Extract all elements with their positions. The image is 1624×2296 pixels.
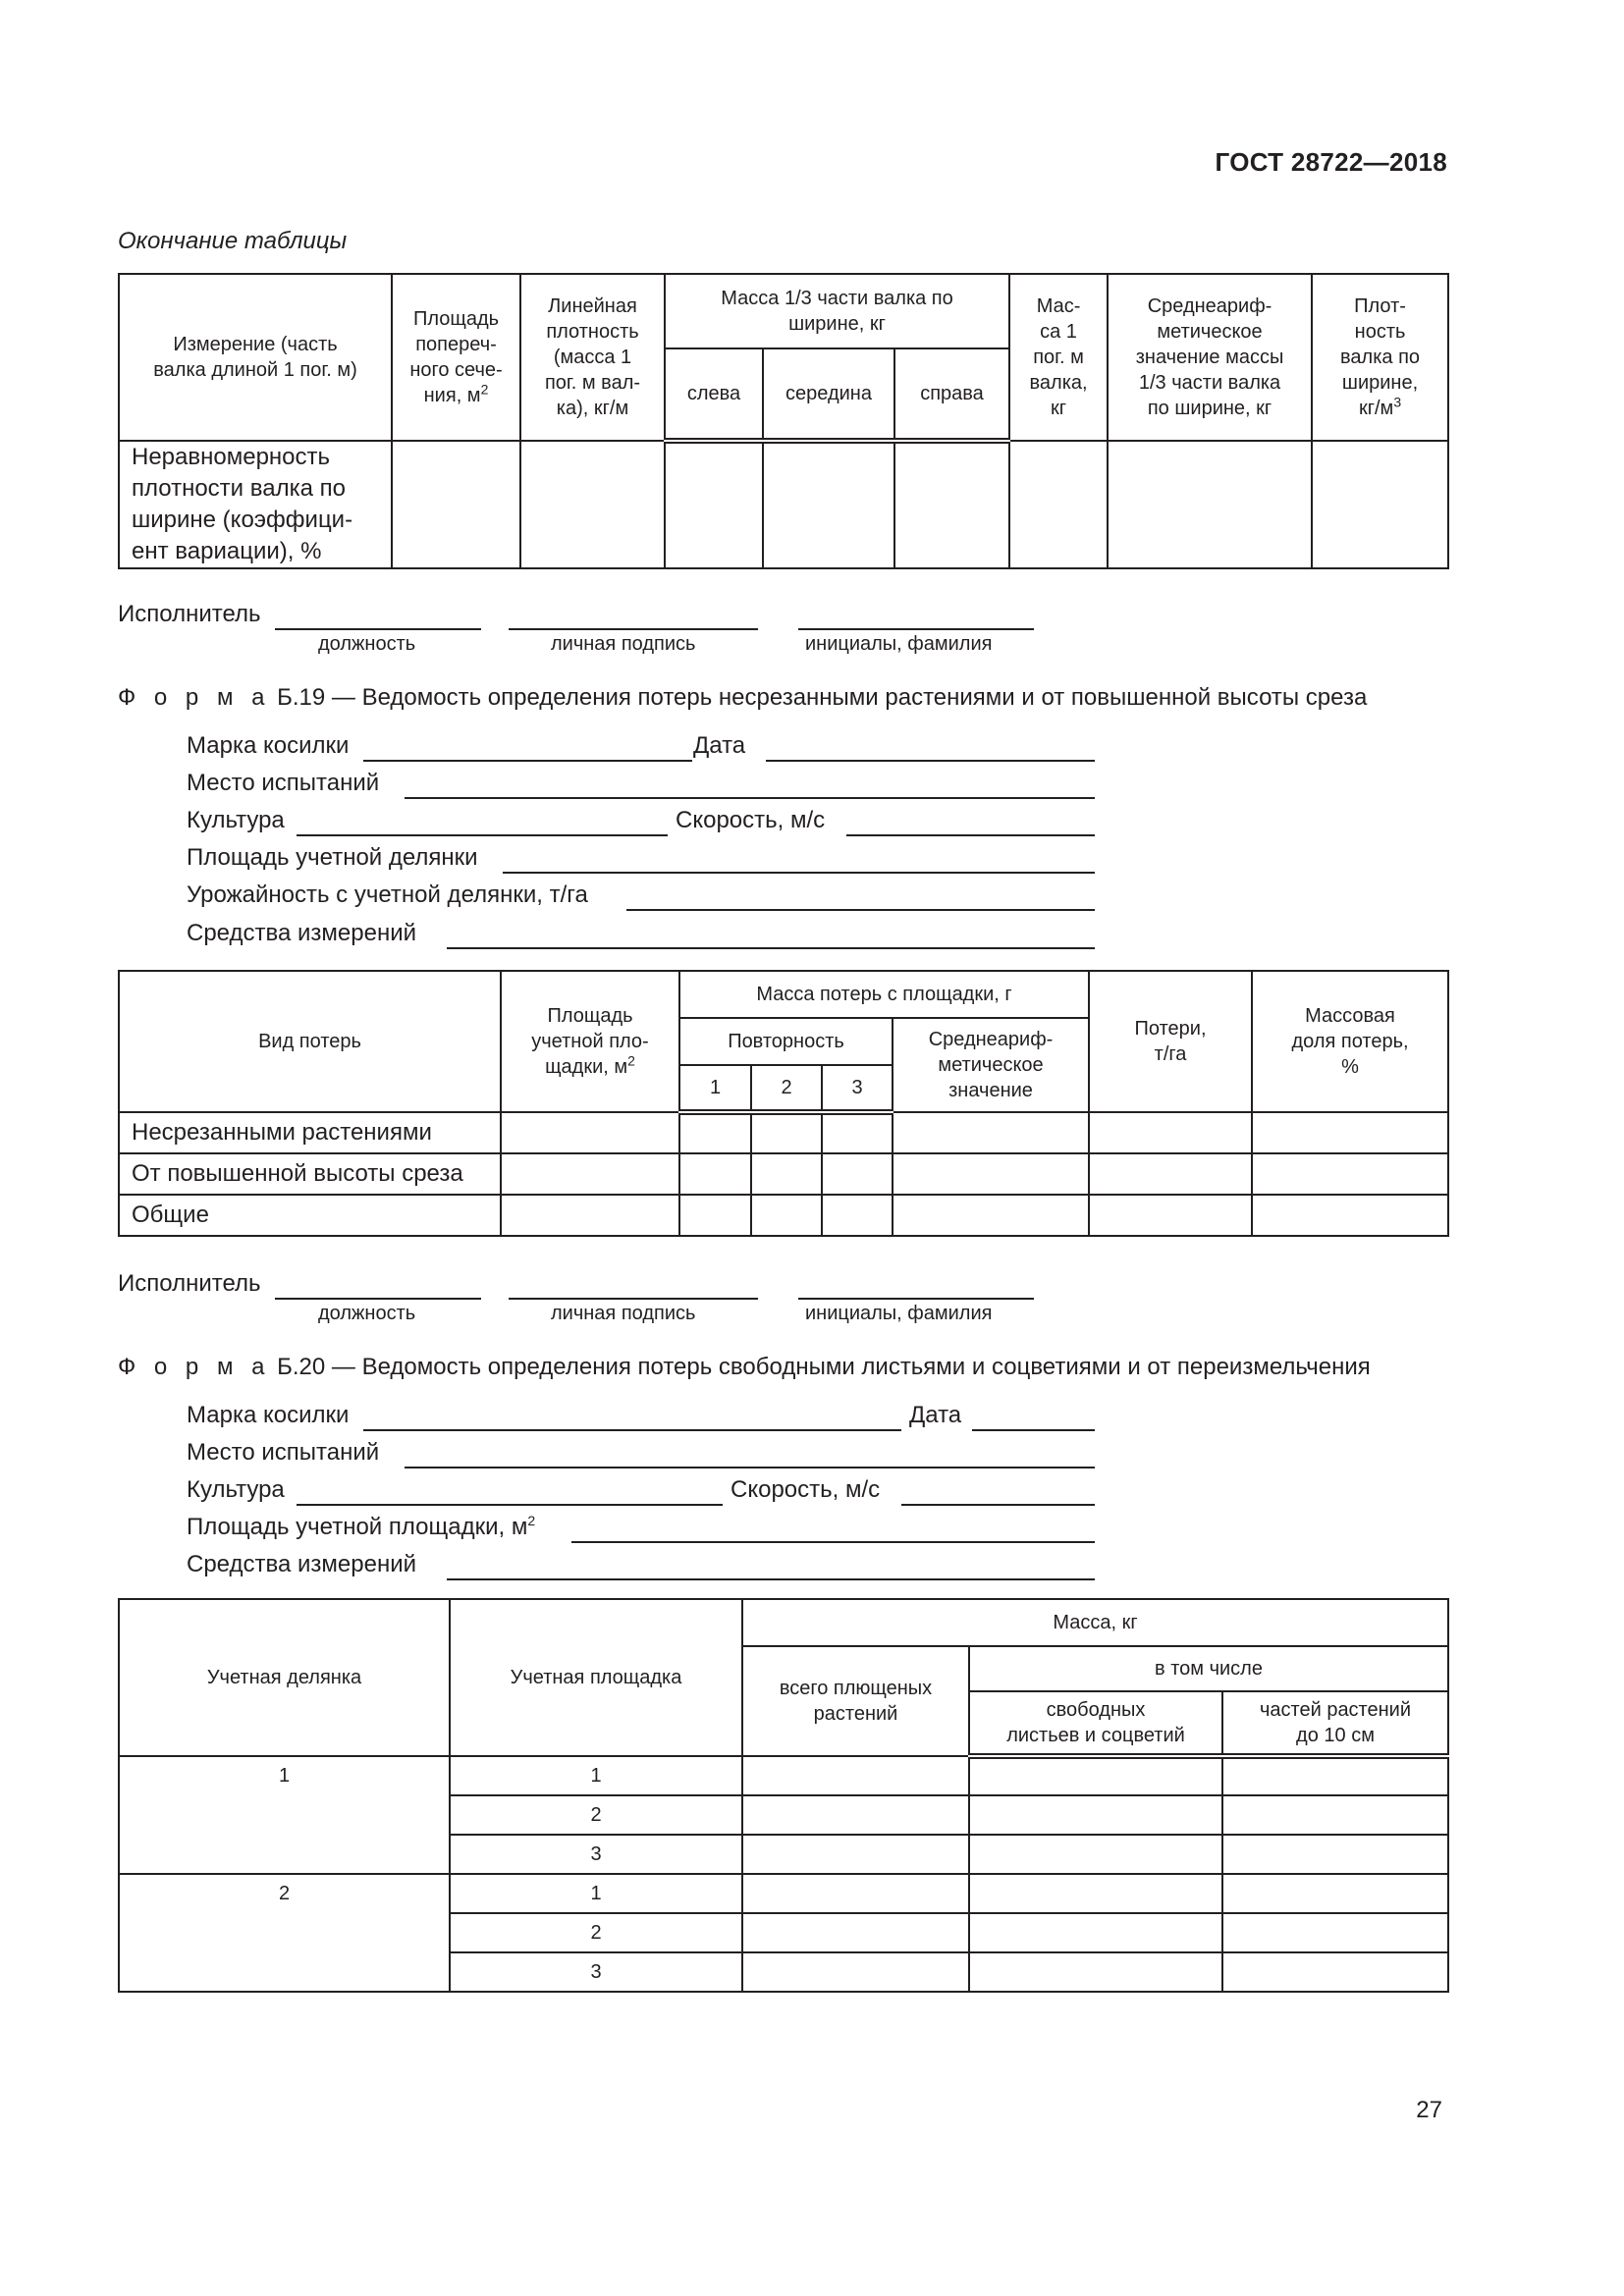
- header-plant-parts: частей растений до 10 см: [1222, 1691, 1448, 1756]
- header-repeat-1: 1: [679, 1065, 751, 1112]
- table-cell[interactable]: [679, 1195, 751, 1236]
- performer-label: Исполнитель: [118, 1270, 261, 1297]
- table-cell[interactable]: [1312, 441, 1448, 568]
- signature-line[interactable]: [509, 628, 758, 630]
- table-cell[interactable]: [520, 441, 665, 568]
- table-cell[interactable]: [1089, 1195, 1252, 1236]
- site-number: 1: [450, 1756, 742, 1795]
- table-cell[interactable]: [969, 1835, 1222, 1874]
- signature-caption: личная подпись: [551, 633, 696, 655]
- table-cell[interactable]: [969, 1756, 1222, 1795]
- table-cell[interactable]: [665, 441, 763, 568]
- table-cell[interactable]: [501, 1112, 679, 1153]
- table-cell[interactable]: [1222, 1835, 1448, 1874]
- initials-line[interactable]: [798, 1298, 1034, 1300]
- table-cell[interactable]: [969, 1874, 1222, 1913]
- instruments-label: Средства измерений: [187, 920, 417, 946]
- date-label: Дата: [909, 1402, 962, 1428]
- position-line[interactable]: [275, 1298, 481, 1300]
- header-density: Плот- ность валка по ширине, $кг/м^3$: [1312, 274, 1448, 441]
- header-measurement: Измерение (часть валка длиной 1 пог. м): [119, 274, 392, 441]
- speed-line[interactable]: [901, 1504, 1095, 1506]
- header-losses: Потери, т/га: [1089, 971, 1252, 1112]
- table-cell[interactable]: [1089, 1153, 1252, 1195]
- table-cell[interactable]: [501, 1195, 679, 1236]
- table-cell[interactable]: [679, 1112, 751, 1153]
- leaves-loss-table: [118, 1598, 1449, 1993]
- header-mass-third: Масса 1/3 части валка по ширине, кг: [665, 274, 1009, 348]
- signature-line[interactable]: [509, 1298, 758, 1300]
- header-site-area: Площадь учетной пло- щадки, $м^2$: [501, 971, 679, 1112]
- date-line[interactable]: [766, 760, 1095, 762]
- initials-line[interactable]: [798, 628, 1034, 630]
- table-cell[interactable]: [751, 1195, 822, 1236]
- table-cell[interactable]: [1222, 1913, 1448, 1952]
- table-cell[interactable]: [679, 1153, 751, 1195]
- table-cell[interactable]: [742, 1874, 969, 1913]
- header-mass: Масса, кг: [742, 1599, 1448, 1646]
- site-number: 2: [450, 1913, 742, 1952]
- initials-caption: инициалы, фамилия: [805, 633, 993, 655]
- signature-caption: личная подпись: [551, 1303, 696, 1324]
- table-cell[interactable]: [822, 1195, 893, 1236]
- table-cell[interactable]: [1252, 1112, 1448, 1153]
- instruments-line[interactable]: [447, 947, 1095, 949]
- site-area-label: Площадь учетной площадки, $м^2$: [187, 1513, 536, 1540]
- table-cell[interactable]: [392, 441, 520, 568]
- table-cell[interactable]: [969, 1795, 1222, 1835]
- header-loss-type: Вид потерь: [119, 971, 501, 1112]
- place-label: Место испытаний: [187, 1439, 380, 1466]
- table-cell[interactable]: [1009, 441, 1108, 568]
- table-cell[interactable]: [822, 1153, 893, 1195]
- crop-label: Культура: [187, 1476, 285, 1503]
- header-mass-1m: Мас- са 1 пог. м валка, кг: [1009, 274, 1108, 441]
- density-table: [118, 273, 1449, 569]
- document-code: ГОСТ 28722—2018: [1215, 147, 1447, 177]
- header-repeat-3: 3: [822, 1065, 893, 1112]
- header-total-plants: всего плющеных растений: [742, 1646, 969, 1756]
- table-cell[interactable]: [1222, 1952, 1448, 1992]
- table-cell[interactable]: [501, 1153, 679, 1195]
- speed-line[interactable]: [846, 834, 1095, 836]
- table-cell[interactable]: [1222, 1756, 1448, 1795]
- table-cell[interactable]: [1252, 1195, 1448, 1236]
- plot-1: 1: [119, 1756, 450, 1874]
- row-high-cut: От повышенной высоты среза: [119, 1153, 501, 1195]
- position-caption: должность: [318, 1303, 416, 1324]
- header-including: в том числе: [969, 1646, 1448, 1691]
- plot-2: 2: [119, 1874, 450, 1992]
- form-b19-title: Ф о р м а Б.19 — Ведомость определения потерь несрезанными растениями и от повышенной высоты среза: [118, 684, 1368, 711]
- header-site: Учетная площадка: [450, 1599, 742, 1756]
- table-cell[interactable]: [893, 1153, 1089, 1195]
- speed-label: Скорость, м/с: [731, 1476, 881, 1503]
- position-line[interactable]: [275, 628, 481, 630]
- table-cell[interactable]: [822, 1112, 893, 1153]
- table-cell[interactable]: [742, 1756, 969, 1795]
- position-caption: должность: [318, 633, 416, 655]
- plot-area-line[interactable]: [503, 872, 1095, 874]
- table-cell[interactable]: [751, 1112, 822, 1153]
- table-cell[interactable]: [1089, 1112, 1252, 1153]
- table-cell[interactable]: [751, 1153, 822, 1195]
- header-linear-density: Линейная плотность (масса 1 пог. м вал- ка), кг/м: [520, 274, 665, 441]
- table-cell[interactable]: [763, 441, 894, 568]
- site-number: 2: [450, 1795, 742, 1835]
- header-mean-mass: Среднеариф- метическое значение массы 1/3 части валка по ширине, кг: [1108, 274, 1312, 441]
- table-cell[interactable]: [894, 441, 1009, 568]
- table-cell[interactable]: [893, 1195, 1089, 1236]
- table-cell[interactable]: [1108, 441, 1312, 568]
- crop-line[interactable]: [297, 834, 668, 836]
- header-right: справа: [894, 348, 1009, 441]
- place-line[interactable]: [405, 797, 1095, 799]
- initials-caption: инициалы, фамилия: [805, 1303, 993, 1324]
- yield-label: Урожайность с учетной делянки, т/га: [187, 881, 588, 908]
- table-cell[interactable]: [742, 1835, 969, 1874]
- crop-label: Культура: [187, 807, 285, 833]
- date-line[interactable]: [972, 1429, 1095, 1431]
- header-free-leaves: свободных листьев и соцветий: [969, 1691, 1222, 1756]
- crop-line[interactable]: [297, 1504, 723, 1506]
- header-mass-losses: Масса потерь с площадки, г: [679, 971, 1089, 1018]
- table-cell[interactable]: [893, 1112, 1089, 1153]
- table-cell[interactable]: [1222, 1795, 1448, 1835]
- table-cell[interactable]: [969, 1913, 1222, 1952]
- place-label: Место испытаний: [187, 770, 380, 796]
- date-label: Дата: [693, 732, 746, 759]
- page-number: 27: [1416, 2097, 1442, 2123]
- mower-line[interactable]: [363, 1429, 901, 1431]
- mower-label: Марка косилки: [187, 1402, 350, 1428]
- instruments-label: Средства измерений: [187, 1551, 417, 1577]
- form-b20-title: Ф о р м а Б.20 — Ведомость определения потерь свободными листьями и соцветиями и от переизмельчения: [118, 1354, 1371, 1380]
- table-cell[interactable]: [742, 1795, 969, 1835]
- header-left: слева: [665, 348, 763, 441]
- table-cell[interactable]: [742, 1952, 969, 1992]
- header-share: Массовая доля потерь, %: [1252, 971, 1448, 1112]
- header-repeat-2: 2: [751, 1065, 822, 1112]
- table-cell[interactable]: [1222, 1874, 1448, 1913]
- mower-label: Марка косилки: [187, 732, 350, 759]
- table-cell[interactable]: [969, 1952, 1222, 1992]
- place-line[interactable]: [405, 1467, 1095, 1468]
- row-unevenness: Неравномерность плотности валка по ширине (коэффици- ент вариации), %: [119, 441, 392, 568]
- header-repeat: Повторность: [679, 1018, 893, 1065]
- table-cell[interactable]: [742, 1913, 969, 1952]
- row-uncut-plants: Несрезанными растениями: [119, 1112, 501, 1153]
- speed-label: Скорость, м/с: [676, 807, 826, 833]
- mower-line[interactable]: [363, 760, 692, 762]
- losses-table: [118, 970, 1449, 1237]
- table-caption: Окончание таблицы: [118, 228, 348, 254]
- site-area-line[interactable]: [571, 1541, 1095, 1543]
- yield-line[interactable]: [626, 909, 1095, 911]
- site-number: 3: [450, 1952, 742, 1992]
- header-mean: Среднеариф- метическое значение: [893, 1018, 1089, 1112]
- site-number: 3: [450, 1835, 742, 1874]
- header-plot: Учетная делянка: [119, 1599, 450, 1756]
- instruments-line[interactable]: [447, 1578, 1095, 1580]
- table-cell[interactable]: [1252, 1153, 1448, 1195]
- plot-area-label: Площадь учетной делянки: [187, 844, 478, 871]
- header-middle: середина: [763, 348, 894, 441]
- site-number: 1: [450, 1874, 742, 1913]
- performer-label: Исполнитель: [118, 601, 261, 627]
- header-cross-section-area: Площадь попереч- ного сече- ния, $м^2$: [392, 274, 520, 441]
- row-total: Общие: [119, 1195, 501, 1236]
